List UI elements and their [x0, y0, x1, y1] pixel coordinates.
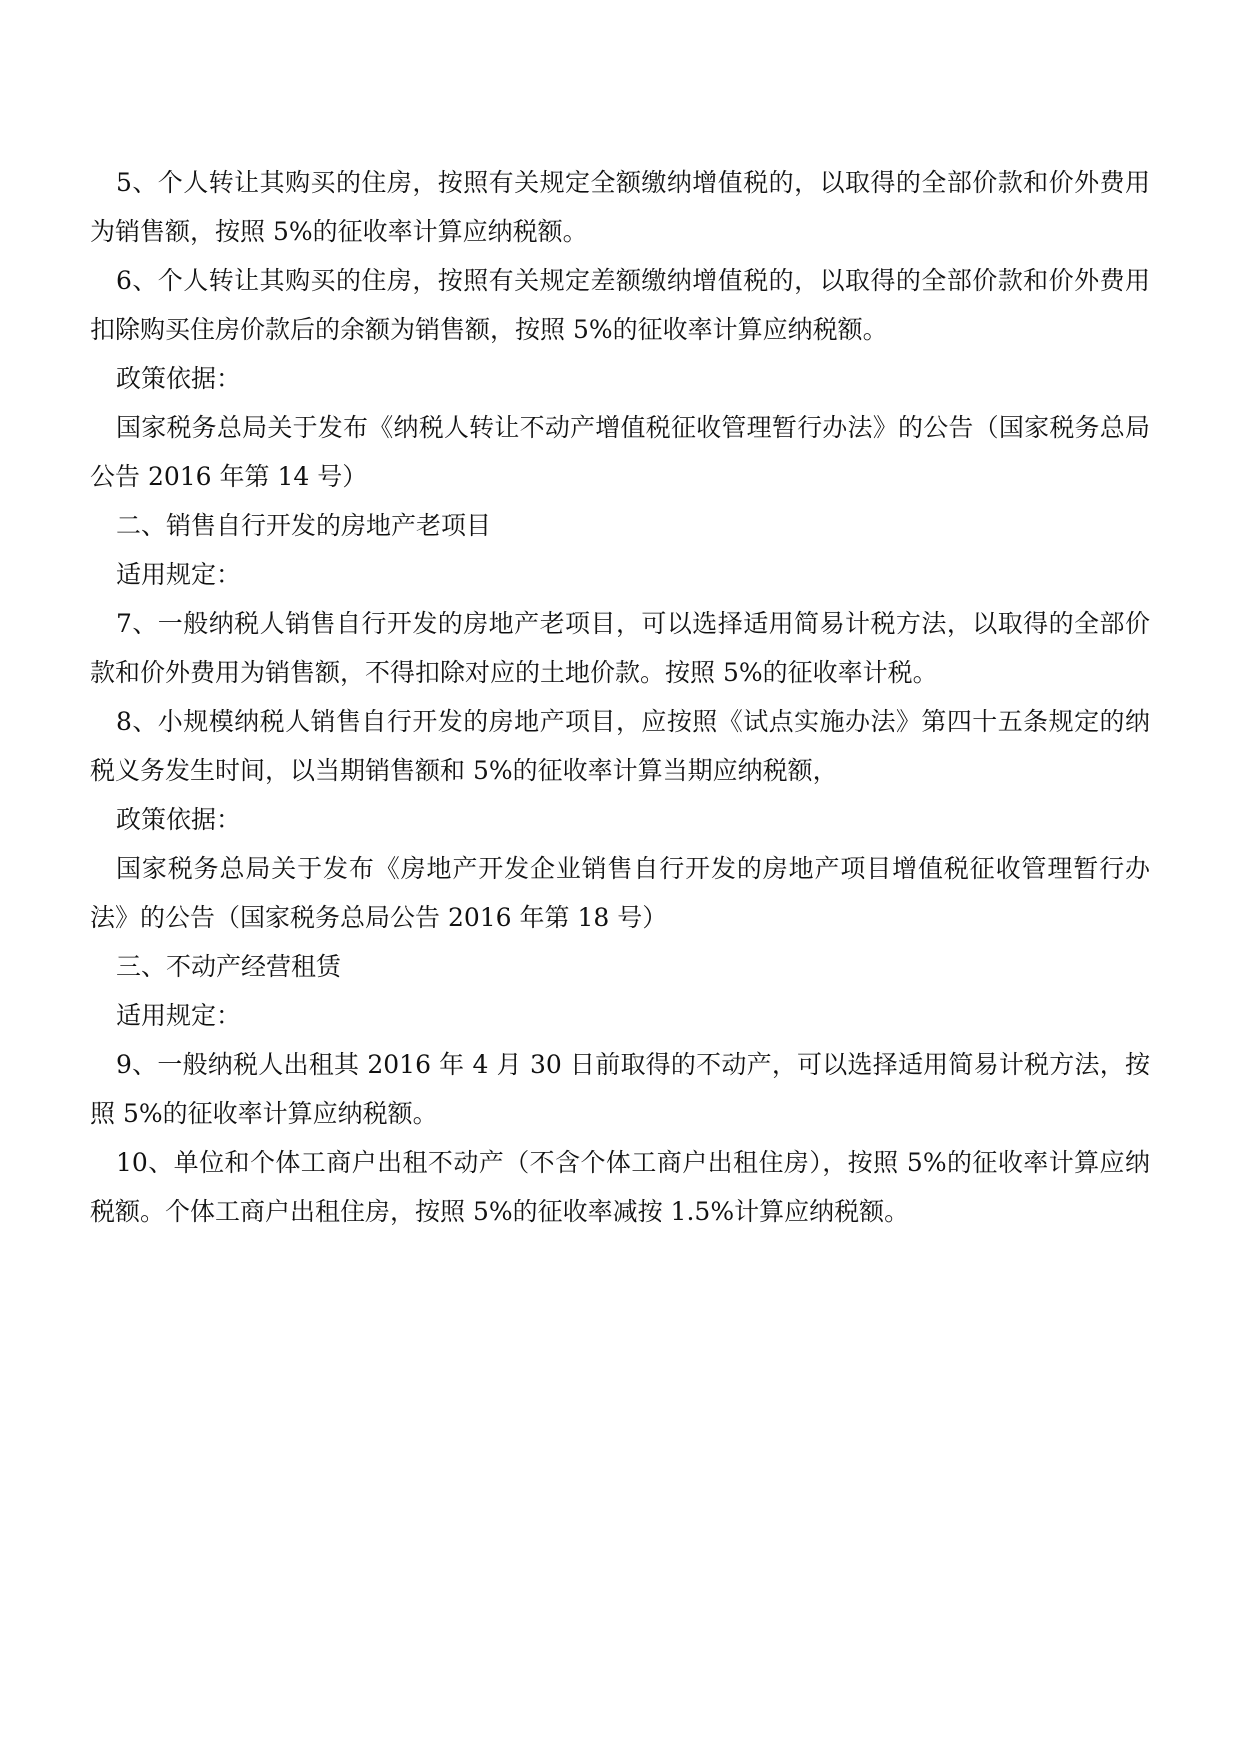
- paragraph-item-7: 7、一般纳税人销售自行开发的房地产老项目，可以选择适用简易计税方法，以取得的全部价款和价外费用为销售额，不得扣除对应的土地价款。按照 5%的征收率计税。: [90, 609, 1150, 687]
- paragraph-item-10: 10、单位和个体工商户出租不动产（不含个体工商户出租住房），按照 5%的征收率计算应纳税额。个体工商户出租住房，按照 5%的征收率减按 1.5%计算应纳税额。: [90, 1148, 1150, 1226]
- applicable-rules-label: 适用规定：: [116, 1001, 242, 1030]
- paragraph-item-9: 9、一般纳税人出租其 2016 年 4 月 30 日前取得的不动产，可以选择适用简易计税方法，按照 5%的征收率计算应纳税额。: [90, 1050, 1150, 1128]
- section-heading-2: 二、销售自行开发的房地产老项目: [116, 511, 492, 540]
- section-heading-3: 三、不动产经营租赁: [116, 952, 342, 981]
- document-body: [90, 158, 1150, 1236]
- paragraph-item-6: 6、个人转让其购买的住房，按照有关规定差额缴纳增值税的，以取得的全部价款和价外费用扣除购买住房价款后的余额为销售额，按照 5%的征收率计算应纳税额。: [90, 266, 1150, 344]
- policy-basis-label: 政策依据：: [116, 364, 242, 393]
- paragraph-item-5: 5、个人转让其购买的住房，按照有关规定全额缴纳增值税的，以取得的全部价款和价外费用为销售额，按照 5%的征收率计算应纳税额。: [90, 168, 1150, 246]
- applicable-rules-label: 适用规定：: [116, 560, 242, 589]
- policy-basis-text: 国家税务总局关于发布《纳税人转让不动产增值税征收管理暂行办法》的公告（国家税务总局公告 2016 年第 14 号）: [90, 413, 1150, 491]
- policy-basis-text: 国家税务总局关于发布《房地产开发企业销售自行开发的房地产项目增值税征收管理暂行办法》的公告（国家税务总局公告 2016 年第 18 号）: [90, 854, 1150, 932]
- paragraph-item-8: 8、小规模纳税人销售自行开发的房地产项目，应按照《试点实施办法》第四十五条规定的纳税义务发生时间，以当期销售额和 5%的征收率计算当期应纳税额，: [90, 707, 1150, 785]
- policy-basis-label: 政策依据：: [116, 805, 242, 834]
